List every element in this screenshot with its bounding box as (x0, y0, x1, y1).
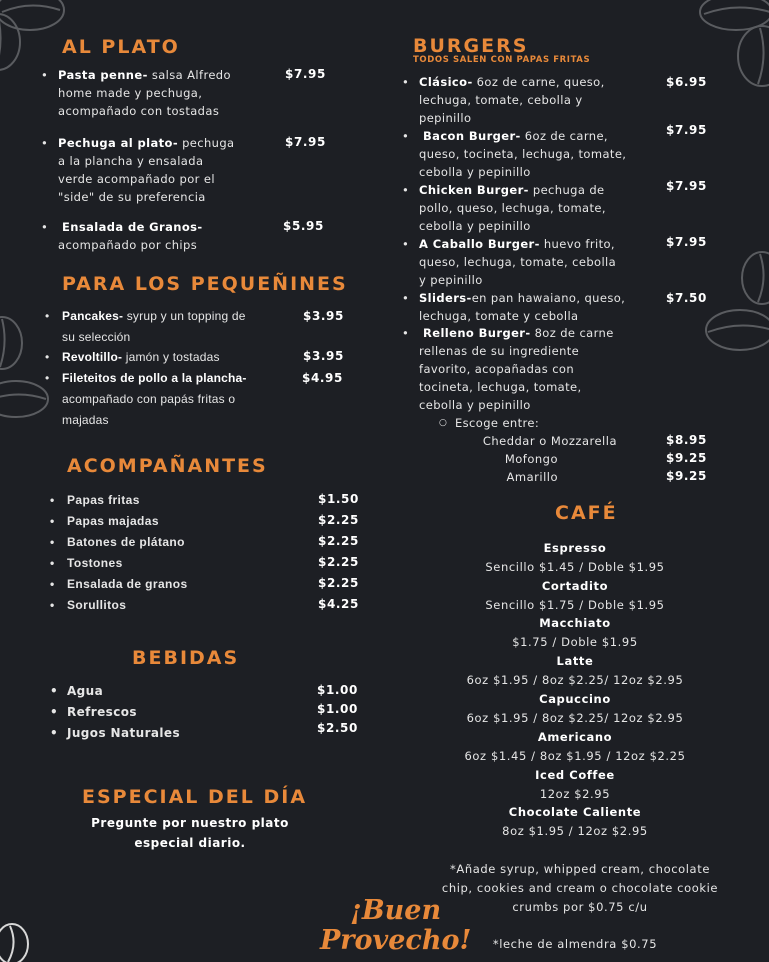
price-pechuga-al-plato: $7.95 (285, 135, 326, 149)
cafe-macchiato: Macchiato (539, 616, 611, 630)
cafe-macchiato-prices: $1.75 / Doble $1.95 (512, 635, 638, 649)
burgers-heading: BURGERS (413, 35, 529, 57)
drink-agua: • Agua (67, 681, 103, 702)
price-burger-clasico: $6.95 (666, 75, 707, 89)
coffee-bean-decoration-right (700, 250, 769, 360)
burger-options (410, 432, 660, 486)
price-burger-a-caballo: $7.95 (666, 235, 707, 249)
cafe-capuccino: Capuccino (539, 692, 611, 706)
price-side-ensalada-granos: $2.25 (318, 576, 359, 590)
price-burger-sliders: $7.50 (666, 291, 707, 305)
cafe-capuccino-prices: 6oz $1.95 / 8oz $2.25/ 12oz $2.95 (466, 711, 684, 725)
menu-item-revoltillo: • Revoltillo- jamón y tostadas (62, 347, 220, 368)
al-plato-heading: AL PLATO (62, 36, 180, 58)
burgers-subtitle: TODOS SALEN CON PAPAS FRITAS (413, 55, 591, 65)
burger-chicken: • Chicken Burger- pechuga de pollo, queso, lechuga, tomate, cebolla y pepinillo (419, 181, 606, 235)
price-revoltillo: $3.95 (303, 349, 344, 363)
price-tostones: $2.25 (318, 555, 359, 569)
menu-item-pasta-penne: • Pasta penne- salsa Alfredo home made y pechuga, acompañado con tostadas (58, 66, 231, 120)
cafe-espresso-prices: Sencillo $1.45 / Doble $1.95 (485, 560, 665, 574)
cafe-iced-coffee: Iced Coffee (535, 768, 615, 782)
bebidas-heading: BEBIDAS (132, 647, 240, 669)
especial-description: Pregunte por nuestro plato especial diario. (91, 816, 289, 850)
price-fileteitos: $4.95 (302, 371, 343, 385)
price-option-cheddar: $8.95 (666, 433, 707, 447)
side-tostones: • Tostones (67, 553, 123, 574)
drink-refrescos: • Refrescos (67, 702, 137, 723)
coffee-bean-decoration-bottom-left (0, 922, 34, 962)
side-batones-platano: • Batones de plátano (67, 532, 185, 553)
addon-note: *Añade syrup, whipped cream, chocolate chip, cookies and cream o chocolate cookie crumbs por $0.75 c/u (441, 862, 719, 914)
side-sorullitos: • Sorullitos (67, 595, 126, 616)
price-agua: $1.00 (317, 683, 358, 697)
option-mofongo: Mofongo (504, 452, 558, 466)
side-papas-majadas: • Papas majadas (67, 511, 159, 532)
cafe-latte: Latte (556, 654, 594, 668)
price-jugos-naturales: $2.50 (317, 721, 358, 735)
menu-item-fileteitos: • Fileteitos de pollo a la plancha- acompañado con papás fritas o majadas (62, 368, 247, 431)
price-burger-bacon: $7.95 (666, 123, 707, 137)
cafe-espresso: Espresso (543, 541, 607, 555)
burger-sliders: • Sliders-en pan hawaiano, queso, lechuga, tomate y cebolla (419, 289, 625, 325)
cafe-americano-prices: 6oz $1.45 / 8oz $1.95 / 12oz $2.25 (464, 749, 686, 763)
price-pancakes: $3.95 (303, 309, 344, 323)
pequenines-heading: PARA LOS PEQUEÑINES (62, 273, 348, 295)
cafe-cortadito-prices: Sencillo $1.75 / Doble $1.95 (485, 598, 665, 612)
price-batones-platano: $2.25 (318, 534, 359, 548)
cafe-chocolate-caliente: Chocolate Caliente (508, 805, 642, 819)
menu-item-pechuga-al-plato: • Pechuga al plato- pechuga a la plancha y ensalada verde acompañado por el "side" de su preferencia (58, 134, 235, 206)
burger-a-caballo: • A Caballo Burger- huevo frito, queso, lechuga, tomate, cebolla y pepinillo (419, 235, 616, 289)
option-cheddar-mozzarella: Cheddar o Mozzarella (482, 434, 617, 448)
price-burger-chicken: $7.95 (666, 179, 707, 193)
cafe-chocolate-caliente-prices: 8oz $1.95 / 12oz $2.95 (502, 824, 648, 838)
burger-clasico: • Clásico- 6oz de carne, queso, lechuga, tomate, cebolla y pepinillo (419, 73, 605, 127)
menu-item-ensalada-granos: • Ensalada de Granos- acompañado por chips (58, 218, 203, 254)
coffee-bean-decoration-left (0, 315, 60, 425)
burger-bacon: • Bacon Burger- 6oz de carne, queso, tocineta, lechuga, tomate, cebolla y pepinillo (419, 127, 626, 181)
side-papas-fritas: • Papas fritas (67, 490, 140, 511)
price-sorullitos: $4.25 (318, 597, 359, 611)
buen-provecho-tagline: ¡Buen Provecho! (320, 895, 472, 956)
especial-heading: ESPECIAL DEL DÍA (82, 786, 308, 808)
burger-relleno: • Relleno Burger- 8oz de carne rellenas de su ingrediente favorito, acopañadas con tocineta, lechuga, tomate, cebolla y pepinillo (419, 324, 614, 414)
price-pasta-penne: $7.95 (285, 67, 326, 81)
price-ensalada-granos: $5.95 (283, 219, 324, 233)
acompanantes-heading: ACOMPAÑANTES (67, 455, 268, 477)
price-option-mofongo: $9.25 (666, 451, 707, 465)
cafe-americano: Americano (537, 730, 613, 744)
burger-escoge-entre: ○ Escoge entre: (455, 414, 539, 432)
side-ensalada-granos: • Ensalada de granos (67, 574, 188, 595)
price-refrescos: $1.00 (317, 702, 358, 716)
price-papas-majadas: $2.25 (318, 513, 359, 527)
almond-milk-note: *leche de almendra $0.75 (492, 937, 658, 951)
drink-jugos-naturales: • Jugos Naturales (67, 723, 180, 744)
menu-item-pancakes: • Pancakes- syrup y un topping de su selección (62, 306, 246, 348)
price-option-amarillo: $9.25 (666, 469, 707, 483)
cafe-heading: CAFÉ (555, 502, 618, 524)
cafe-iced-coffee-prices: 12oz $2.95 (539, 787, 611, 801)
cafe-cortadito: Cortadito (541, 579, 609, 593)
price-papas-fritas: $1.50 (318, 492, 359, 506)
option-amarillo: Amarillo (506, 470, 558, 484)
cafe-latte-prices: 6oz $1.95 / 8oz $2.25/ 12oz $2.95 (466, 673, 684, 687)
